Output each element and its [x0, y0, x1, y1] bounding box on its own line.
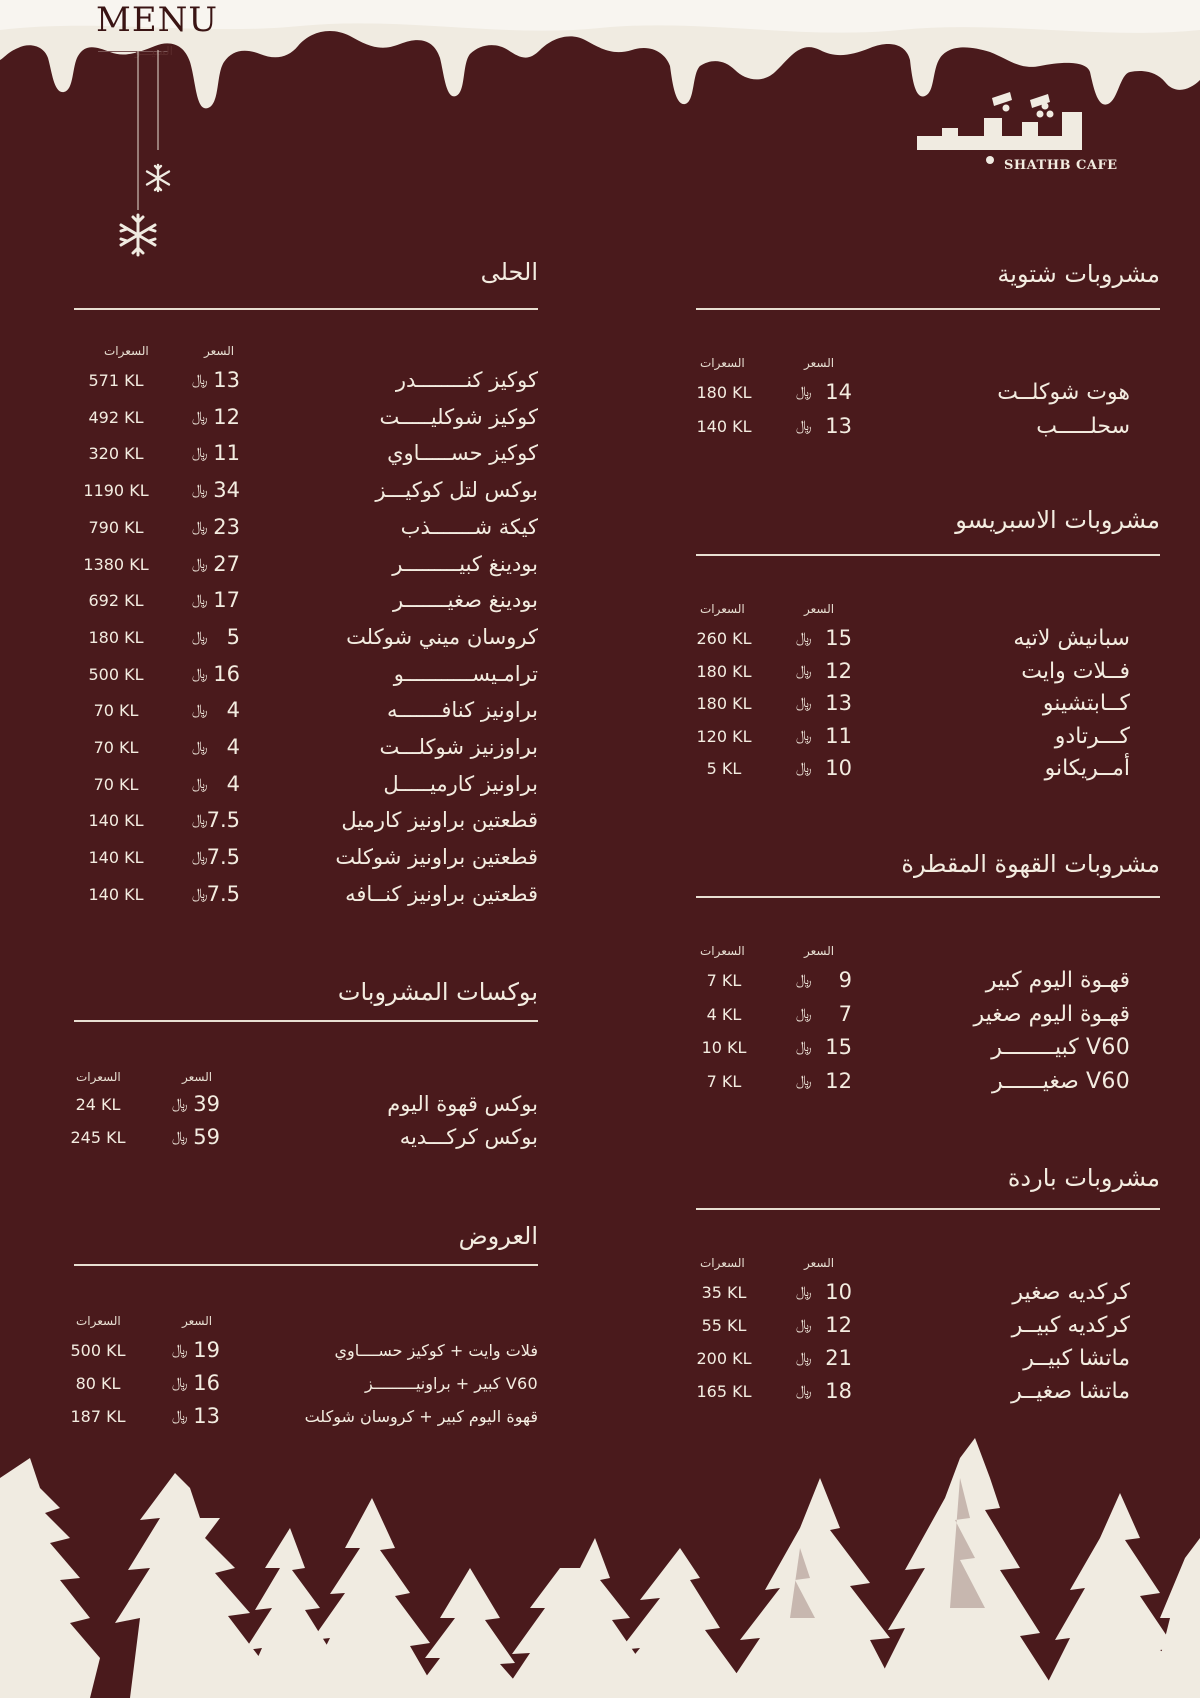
- item-price: 7.5: [206, 808, 240, 833]
- item-calories: 245 KL: [70, 1128, 126, 1147]
- section-title: مشروبات باردة: [1007, 1164, 1160, 1192]
- item-calories: 180 KL: [88, 627, 144, 647]
- item-name: كركديه كبيــر: [1011, 1313, 1130, 1338]
- item-price: 17: [213, 588, 240, 613]
- item-name: V60 كبير + براونيـــــــــز: [364, 1374, 538, 1393]
- menu-item-row: [696, 380, 1160, 413]
- item-calories: 140 KL: [88, 884, 144, 904]
- menu-item-row: [696, 1379, 1160, 1412]
- saudi-riyal-icon: ﷼: [192, 812, 208, 829]
- section-espresso-drinks: [696, 506, 1160, 806]
- item-price: 12: [825, 1068, 852, 1093]
- saudi-riyal-icon: ﷼: [796, 1350, 812, 1366]
- menu-item-row: [696, 756, 1160, 789]
- item-calories: 140 KL: [88, 811, 144, 831]
- calories-header: السعرات: [104, 344, 149, 358]
- item-name: كوكيز حســـــاوي: [387, 441, 538, 466]
- calories-header: السعرات: [76, 1070, 121, 1084]
- menu-item-row: [74, 662, 538, 695]
- item-name: قطعتين براونيز كارميل: [341, 808, 538, 833]
- menu-item-row: [74, 772, 538, 805]
- item-name: قهوة اليوم كبير + كروسان شوكلت: [304, 1407, 538, 1426]
- item-name: كـــرتادو: [1054, 723, 1130, 749]
- saudi-riyal-icon: ﷼: [796, 1383, 812, 1399]
- item-calories: 500 KL: [88, 664, 144, 684]
- menu-item-row: [696, 724, 1160, 757]
- section-title: العروض: [458, 1222, 538, 1250]
- section-desserts: [74, 258, 538, 918]
- item-calories: 70 KL: [93, 738, 139, 757]
- item-price: 14: [825, 380, 852, 404]
- price-header: السعر: [804, 602, 835, 616]
- item-name: فلات وايت + كوكيز حســــاوي: [334, 1341, 538, 1360]
- item-calories: 70 KL: [93, 774, 139, 794]
- item-price: 4: [226, 735, 240, 759]
- item-name: كيكة شـــــــذب: [400, 514, 538, 539]
- saudi-riyal-icon: ﷼: [192, 408, 208, 425]
- saudi-riyal-icon: ﷼: [796, 695, 812, 711]
- item-calories: 140 KL: [696, 417, 752, 436]
- item-calories: 180 KL: [696, 383, 752, 402]
- item-price: 23: [213, 514, 240, 539]
- item-calories: 5 KL: [706, 759, 742, 778]
- item-price: 4: [226, 771, 240, 796]
- menu-item-row: [696, 1069, 1160, 1102]
- menu-item-row: [696, 414, 1160, 447]
- saudi-riyal-icon: ﷼: [192, 628, 208, 645]
- calories-header: السعرات: [76, 1314, 121, 1328]
- snowy-trees-decoration: [0, 1418, 1200, 1698]
- menu-item-row: [696, 1280, 1160, 1313]
- menu-item-row: [74, 698, 538, 731]
- item-name: براوزنيز شوكلـــت: [379, 735, 538, 759]
- item-price: 39: [193, 1092, 220, 1116]
- section-title: بوكسات المشروبات: [337, 978, 538, 1006]
- section-divider: [74, 1264, 538, 1266]
- item-name: بودينغ كبيـــــــــر: [392, 551, 538, 576]
- item-price: 12: [825, 658, 852, 683]
- price-header: السعر: [204, 344, 235, 358]
- saudi-riyal-icon: ﷼: [192, 885, 208, 902]
- item-price: 10: [825, 1280, 852, 1304]
- item-name: أمــريكانو: [1044, 756, 1130, 781]
- item-price: 16: [213, 661, 240, 686]
- price-header: السعر: [804, 356, 835, 370]
- item-name: V60 صغيــــــر: [992, 1068, 1130, 1094]
- item-calories: 7 KL: [706, 1071, 742, 1091]
- item-name: بودينغ صغيـــــــر: [392, 588, 538, 613]
- saudi-riyal-icon: ﷼: [172, 1375, 188, 1391]
- menu-item-row: [70, 1338, 538, 1371]
- menu-item-row: [74, 405, 538, 438]
- snowflake-icon: [110, 50, 180, 260]
- section-title: مشروبات شتوية: [997, 260, 1160, 288]
- menu-title-en: MENU: [96, 0, 219, 40]
- menu-item-row: [74, 368, 538, 401]
- price-header: السعر: [804, 1256, 835, 1270]
- menu-item-row: [696, 1313, 1160, 1346]
- item-price: 4: [226, 698, 240, 723]
- saudi-riyal-icon: ﷼: [796, 1317, 812, 1333]
- saudi-riyal-icon: ﷼: [172, 1342, 188, 1358]
- saudi-riyal-icon: ﷼: [192, 445, 208, 462]
- saudi-riyal-icon: ﷼: [192, 739, 208, 755]
- item-name: كوكيز شوكليـــــت: [379, 404, 538, 429]
- section-offers: [70, 1222, 538, 1442]
- saudi-riyal-icon: ﷼: [796, 727, 812, 744]
- section-title: مشروبات القهوة المقطرة: [901, 850, 1160, 878]
- item-name: ترامـيســـــــــــو: [393, 661, 538, 686]
- item-price: 13: [825, 691, 852, 715]
- item-calories: 120 KL: [696, 726, 752, 746]
- saudi-riyal-icon: ﷼: [796, 418, 812, 434]
- menu-item-row: [696, 1002, 1160, 1035]
- calories-header: السعرات: [700, 602, 745, 616]
- item-calories: 140 KL: [88, 848, 144, 868]
- item-calories: 70 KL: [93, 701, 139, 721]
- item-calories: 180 KL: [696, 661, 752, 681]
- item-name: بوكس قهوة اليوم: [387, 1092, 538, 1116]
- menu-item-row: [696, 1346, 1160, 1379]
- item-name: ماتشا صغيــر: [1011, 1379, 1130, 1404]
- item-calories: 10 KL: [701, 1038, 747, 1057]
- menu-item-row: [74, 1092, 538, 1125]
- item-name: هوت شوكلــت: [997, 380, 1130, 405]
- saudi-riyal-icon: ﷼: [796, 1039, 812, 1055]
- menu-item-row: [74, 478, 538, 511]
- item-calories: 260 KL: [696, 629, 752, 648]
- menu-item-row: [74, 625, 538, 658]
- saudi-riyal-icon: ﷼: [192, 849, 208, 866]
- item-name: براونيز كارميـــــل: [383, 771, 538, 796]
- menu-item-row: [74, 441, 538, 474]
- menu-item-row: [74, 845, 538, 878]
- menu-item-row: [696, 659, 1160, 692]
- menu-item-row: [696, 1035, 1160, 1068]
- item-price: 11: [213, 441, 240, 466]
- item-calories: 35 KL: [701, 1283, 747, 1302]
- item-price: 13: [193, 1404, 220, 1428]
- item-name: V60 كبيــــــــر: [991, 1035, 1130, 1060]
- menu-item-row: [74, 882, 538, 915]
- calories-header: السعرات: [700, 944, 745, 958]
- section-title: الحلى: [480, 258, 538, 286]
- calories-header: السعرات: [700, 356, 745, 370]
- item-price: 5: [226, 624, 240, 649]
- saudi-riyal-icon: ﷼: [172, 1096, 188, 1112]
- menu-title-ar: المنيـــو: [135, 44, 173, 58]
- saudi-riyal-icon: ﷼: [192, 372, 208, 388]
- section-title: مشروبات الاسبريسو: [955, 506, 1160, 534]
- item-price: 21: [825, 1346, 852, 1370]
- price-header: السعر: [182, 1314, 213, 1328]
- saudi-riyal-icon: ﷼: [172, 1408, 188, 1424]
- item-name: قهـوة اليوم صغير: [973, 1001, 1130, 1027]
- item-calories: 500 KL: [70, 1341, 126, 1360]
- item-calories: 24 KL: [75, 1095, 121, 1114]
- section-divider: [74, 308, 538, 310]
- menu-item-row: [74, 588, 538, 621]
- section-drip-coffee: [696, 850, 1160, 1110]
- menu-item-row: [74, 735, 538, 768]
- saudi-riyal-icon: ﷼: [796, 1005, 812, 1022]
- section-divider: [74, 1020, 538, 1022]
- saudi-riyal-icon: ﷼: [796, 662, 812, 679]
- menu-item-row: [70, 1125, 538, 1158]
- item-price: 15: [825, 626, 852, 650]
- item-calories: 571 KL: [88, 371, 144, 390]
- item-price: 34: [213, 478, 240, 503]
- saudi-riyal-icon: ﷼: [192, 665, 208, 682]
- item-name: سحلـــــب: [1036, 414, 1130, 439]
- item-price: 7.5: [206, 881, 240, 906]
- saudi-riyal-icon: ﷼: [796, 630, 812, 646]
- section-drink-boxes: [70, 978, 538, 1178]
- item-price: 59: [193, 1125, 220, 1149]
- item-price: 7: [838, 1001, 852, 1026]
- item-name: قهـوة اليوم كبير: [985, 968, 1130, 993]
- saudi-riyal-icon: ﷼: [192, 482, 208, 499]
- item-name: سبانيش لاتيه: [1013, 626, 1130, 651]
- menu-item-row: [696, 691, 1160, 724]
- section-divider: [696, 554, 1160, 556]
- item-calories: 165 KL: [696, 1382, 752, 1401]
- item-calories: 55 KL: [701, 1316, 747, 1335]
- saudi-riyal-icon: ﷼: [796, 1072, 812, 1089]
- item-name: قطعتين براونيز شوكلت: [335, 845, 538, 870]
- calories-header: السعرات: [700, 1256, 745, 1270]
- item-price: 7.5: [206, 845, 240, 870]
- saudi-riyal-icon: ﷼: [796, 760, 812, 776]
- section-divider: [696, 1208, 1160, 1210]
- item-calories: 492 KL: [88, 407, 144, 427]
- item-name: ماتشا كبيــر: [1023, 1346, 1130, 1371]
- saudi-riyal-icon: ﷼: [796, 972, 812, 988]
- saudi-riyal-icon: ﷼: [796, 1284, 812, 1300]
- item-calories: 4 KL: [706, 1004, 742, 1024]
- saudi-riyal-icon: ﷼: [192, 555, 208, 572]
- item-name: قطعتين براونيز كنــافه: [345, 881, 538, 906]
- saudi-riyal-icon: ﷼: [192, 518, 208, 535]
- item-calories: 1380 KL: [83, 554, 149, 574]
- item-price: 12: [825, 1313, 852, 1337]
- item-price: 18: [825, 1379, 852, 1403]
- menu-item-row: [696, 626, 1160, 659]
- item-price: 13: [213, 368, 240, 392]
- menu-item-row: [74, 1371, 538, 1404]
- section-cold-drinks: [696, 1164, 1160, 1424]
- item-price: 13: [825, 414, 852, 438]
- price-header: السعر: [182, 1070, 213, 1084]
- section-divider: [696, 896, 1160, 898]
- item-calories: 320 KL: [88, 444, 144, 464]
- item-name: بوكس لتل كوكيـــز: [375, 478, 538, 503]
- item-calories: 790 KL: [88, 517, 144, 537]
- item-calories: 187 KL: [70, 1407, 126, 1426]
- item-name: كركديه صغير: [1012, 1280, 1130, 1305]
- item-calories: 692 KL: [88, 591, 144, 611]
- item-price: 12: [213, 404, 240, 429]
- item-name: بوكس كركـــديه: [399, 1125, 538, 1149]
- item-name: براونيز كنافـــــــه: [387, 698, 538, 723]
- item-price: 15: [825, 1035, 852, 1059]
- item-calories: 200 KL: [696, 1349, 752, 1368]
- saudi-riyal-icon: ﷼: [192, 702, 208, 719]
- item-name: فــلات وايت: [1021, 658, 1130, 684]
- section-divider: [696, 308, 1160, 310]
- item-price: 10: [825, 756, 852, 780]
- menu-item-row: [696, 968, 1160, 1001]
- menu-item-row: [74, 808, 538, 841]
- item-price: 19: [193, 1338, 220, 1362]
- item-calories: 7 KL: [706, 971, 742, 990]
- menu-item-row: [74, 552, 538, 585]
- item-calories: 1190 KL: [83, 481, 149, 501]
- menu-item-row: [74, 515, 538, 548]
- item-name: كوكيز كنــــــــدر: [395, 368, 538, 392]
- item-price: 9: [838, 968, 852, 992]
- item-calories: 180 KL: [696, 694, 752, 713]
- item-name: كروسان ميني شوكلت: [346, 624, 538, 649]
- item-name: كــابتشينو: [1042, 691, 1130, 716]
- item-price: 27: [213, 551, 240, 576]
- item-price: 16: [193, 1371, 220, 1395]
- price-header: السعر: [804, 944, 835, 958]
- saudi-riyal-icon: ﷼: [192, 775, 208, 792]
- saudi-riyal-icon: ﷼: [796, 384, 812, 400]
- section-winter-drinks: [696, 260, 1160, 460]
- saudi-riyal-icon: ﷼: [192, 592, 208, 609]
- item-price: 11: [825, 723, 852, 748]
- saudi-riyal-icon: ﷼: [172, 1129, 188, 1145]
- item-calories: 80 KL: [75, 1374, 121, 1393]
- cafe-name-en: SHATHB CAFE: [1004, 158, 1118, 173]
